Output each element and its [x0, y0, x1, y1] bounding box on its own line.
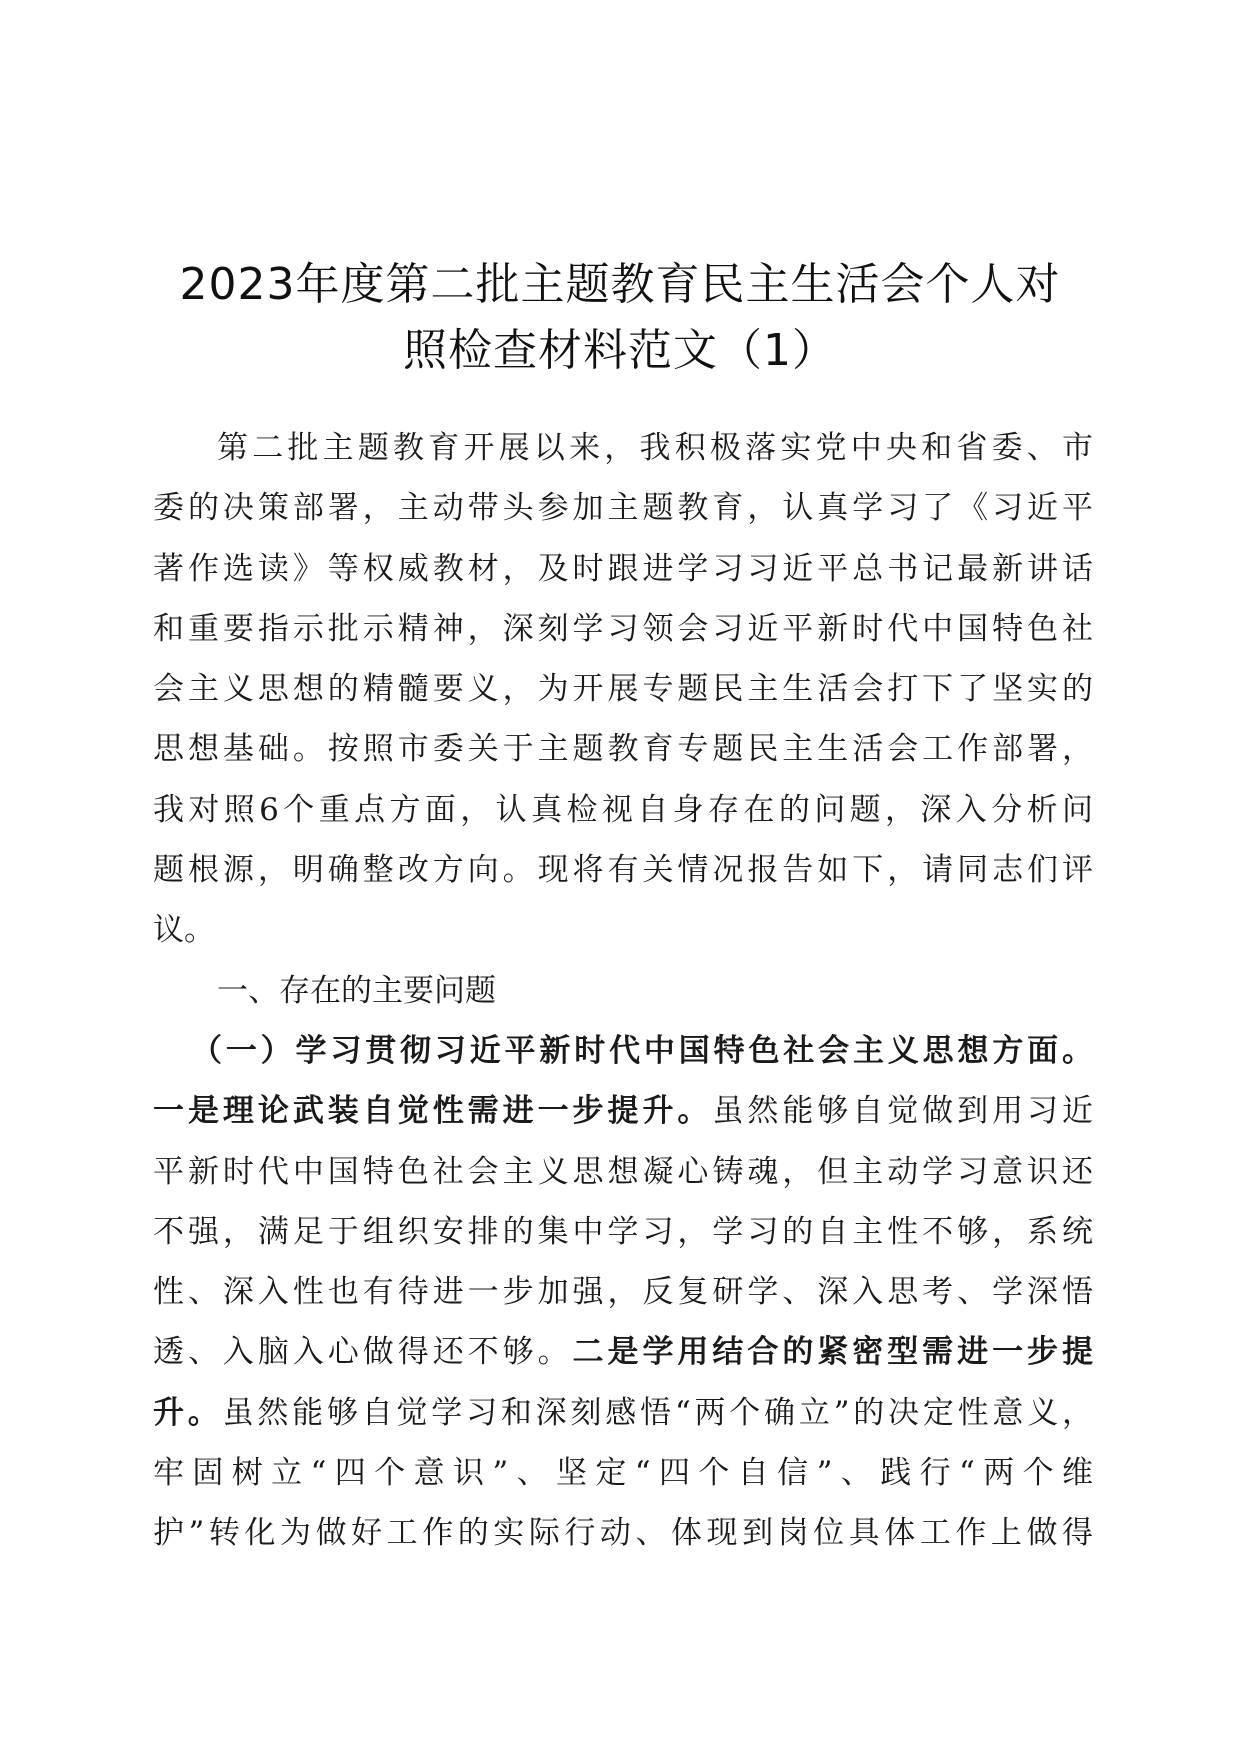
point-2-text: 虽然能够自觉学习和深刻感悟“两个确立”的决定性意义，	[222, 1394, 1093, 1431]
paragraph-line	[153, 1081, 1093, 1141]
intro-line: 委的决策部署，主动带头参加主题教育，认真学习了《习近平	[153, 490, 1093, 527]
paragraph-line: 护”转化为做好工作的实际行动、体现到岗位具体工作上做得	[153, 1515, 1093, 1552]
section-heading: 一、存在的主要问题	[217, 972, 496, 1009]
intro-line: 我对照6个重点方面，认真检视自身存在的问题，深入分析问	[153, 791, 1093, 828]
paragraph-line: 牢固树立“四个意识”、坚定“四个自信”、践行“两个维	[153, 1455, 1093, 1492]
point-2-title-end: 升。	[153, 1394, 223, 1431]
paragraph-line: 性、深入性也有待进一步加强，反复研学、深入思考、学深悟	[153, 1274, 1093, 1311]
intro-line: 思想基础。按照市委关于主题教育专题民主生活会工作部署，	[153, 731, 1093, 768]
paragraph-line: 平新时代中国特色社会主义思想凝心铸魂，但主动学习意识还	[153, 1153, 1093, 1190]
paragraph-line	[153, 1383, 1093, 1443]
point-1-text-end: 透、入脑入心做得还不够。	[153, 1334, 573, 1371]
paragraph-line: 不强，满足于组织安排的集中学习，学习的自主性不够，系统	[153, 1213, 1093, 1250]
subsection-heading: （一）学习贯彻习近平新时代中国特色社会主义思想方面。	[191, 1032, 1093, 1069]
intro-line: 和重要指示批示精神，深刻学习领会习近平新时代中国特色社	[153, 610, 1093, 647]
paragraph-line	[153, 1322, 1093, 1382]
point-1-title: 一是理论武装自觉性需进一步提升。	[153, 1093, 713, 1130]
document-body	[153, 418, 1093, 1564]
point-1-text: 虽然能够自觉做到用习近	[712, 1093, 1094, 1130]
title-line-1: 2023年度第二批主题教育民主生活会个人对	[179, 259, 1061, 310]
document-title	[150, 252, 1090, 384]
intro-line: 著作选读》等权威教材，及时跟进学习习近平总书记最新讲话	[153, 550, 1093, 587]
intro-line: 议。	[153, 912, 215, 949]
intro-line: 第二批主题教育开展以来，我积极落实党中央和省委、市	[217, 430, 1093, 466]
title-line-2: 照检查材料范文（1）	[403, 325, 837, 376]
intro-line: 题根源，明确整改方向。现将有关情况报告如下，请同志们评	[153, 852, 1093, 889]
point-2-title: 二是学用结合的紧密型需进一步提	[572, 1334, 1094, 1371]
intro-line: 会主义思想的精髓要义，为开展专题民主生活会打下了坚实的	[153, 671, 1093, 708]
